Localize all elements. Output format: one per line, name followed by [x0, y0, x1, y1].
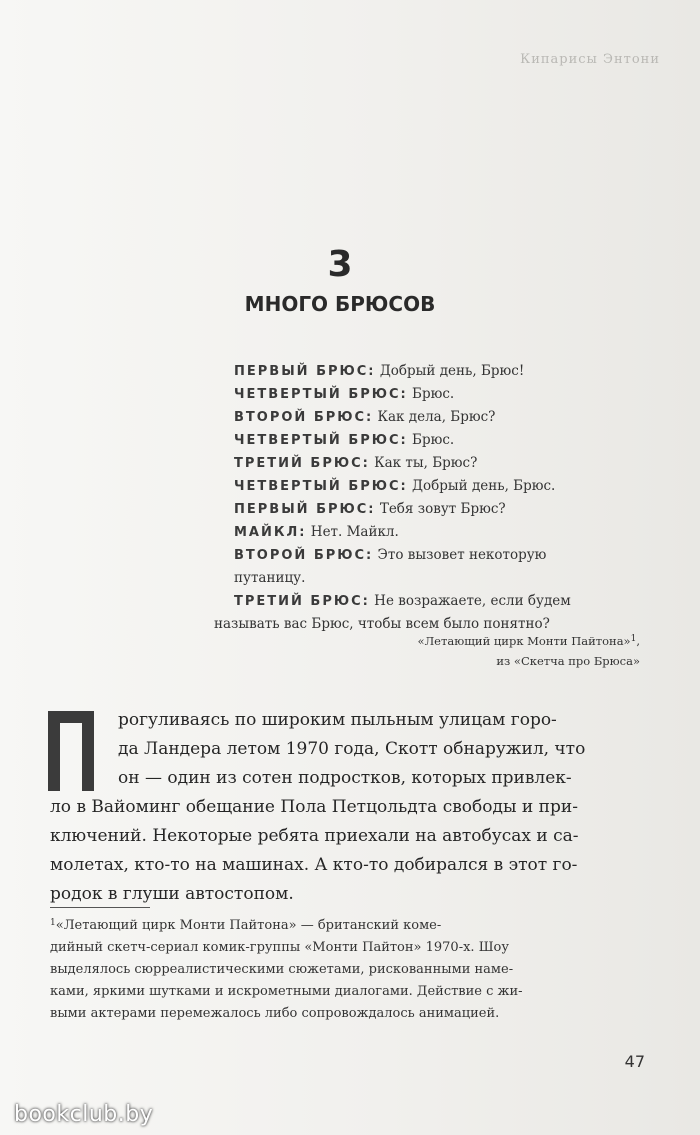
epigraph-source-detail: из «Скетча про Брюса»	[496, 654, 640, 668]
footnote-divider	[50, 907, 150, 908]
speaker-name: МАЙКЛ:	[234, 525, 307, 540]
footnote-line: дийный скетч-сериал комик-группы «Монти Пайтон» 1970-х. Шоу	[50, 940, 510, 955]
speaker-line: Добрый день, Брюс.	[412, 478, 556, 494]
speaker-line: Добрый день, Брюс!	[379, 363, 525, 379]
epigraph-line	[234, 383, 654, 406]
epigraph-line	[234, 498, 654, 521]
speaker-name: ПЕРВЫЙ БРЮС:	[234, 502, 376, 517]
footnote-line: ками, яркими шутками и искрометными диалогами. Действие с жи-	[50, 984, 523, 999]
speaker-line: Как дела, Брюс?	[377, 409, 496, 425]
speaker-line: путаницу.	[234, 570, 306, 586]
footnote-line: выделялось сюрреалистическими сюжетами, рискованными наме-	[50, 962, 514, 977]
body-line: он — один из сотен подростков, которых привлек-	[118, 768, 572, 788]
watermark: bookclub.by	[14, 1102, 154, 1127]
epigraph-line	[234, 521, 654, 544]
speaker-name: ТРЕТИЙ БРЮС:	[234, 594, 370, 609]
speaker-line: Нет. Майкл.	[310, 524, 399, 540]
speaker-name: ЧЕТВЕРТЫЙ БРЮС:	[234, 387, 408, 402]
footnote-number: 1	[50, 918, 56, 928]
speaker-line: Тебя зовут Брюс?	[379, 501, 506, 517]
footnote-reference[interactable]: 1	[630, 634, 637, 644]
epigraph-line	[234, 452, 654, 475]
source-title: «Летающий цирк Монти Пайтона»	[417, 634, 631, 648]
speaker-line: Брюс.	[412, 386, 455, 402]
footnote-text: «Летающий цирк Монти Пайтона» — британский коме-	[55, 918, 442, 933]
epigraph	[214, 360, 654, 636]
speaker-name: ЧЕТВЕРТЫЙ БРЮС:	[234, 433, 408, 448]
footnote	[50, 912, 645, 1025]
body-line: молетах, кто-то на машинах. А кто-то добирался в этот го-	[50, 855, 578, 875]
epigraph-line	[234, 544, 654, 567]
speaker-line: Это вызовет некоторую	[377, 547, 547, 563]
body-line: ключений. Некоторые ребята приехали на автобусах и са-	[50, 826, 579, 846]
footnote-line	[50, 912, 645, 937]
body-line: рогуливаясь по широким пыльным улицам горо-	[118, 710, 557, 730]
epigraph-line	[234, 429, 654, 452]
body-paragraph	[50, 706, 640, 909]
footnote-line: выми актерами перемежалось либо сопровождалось анимацией.	[50, 1006, 500, 1021]
chapter-title: МНОГО БРЮСОВ	[244, 292, 436, 316]
speaker-line: называть вас Брюс, чтобы всем было понятно?	[214, 616, 550, 632]
body-line: родок в глуши автостопом.	[50, 884, 294, 904]
page-number: 47	[624, 1052, 645, 1071]
body-line: да Ландера летом 1970 года, Скотт обнаружил, что	[118, 739, 586, 759]
epigraph-line	[234, 360, 654, 383]
epigraph-line	[234, 406, 654, 429]
body-line: ло в Вайоминг обещание Пола Петцольдта свободы и при-	[50, 797, 578, 817]
speaker-line: Как ты, Брюс?	[374, 455, 478, 471]
chapter-number: 3	[327, 244, 353, 285]
speaker-name: ТРЕТИЙ БРЮС:	[234, 456, 370, 471]
speaker-name: ЧЕТВЕРТЫЙ БРЮС:	[234, 479, 408, 494]
epigraph-source: «Летающий цирк Монти Пайтона»$^1$,	[417, 634, 640, 648]
speaker-name: ПЕРВЫЙ БРЮС:	[234, 364, 376, 379]
epigraph-line	[234, 590, 654, 613]
epigraph-line	[234, 567, 654, 590]
speaker-name: ВТОРОЙ БРЮС:	[234, 410, 374, 425]
running-head: Кипарисы Энтони	[520, 52, 660, 67]
speaker-name: ВТОРОЙ БРЮС:	[234, 548, 374, 563]
speaker-line: Не возражаете, если будем	[374, 593, 571, 609]
speaker-line: Брюс.	[412, 432, 455, 448]
epigraph-line	[234, 475, 654, 498]
